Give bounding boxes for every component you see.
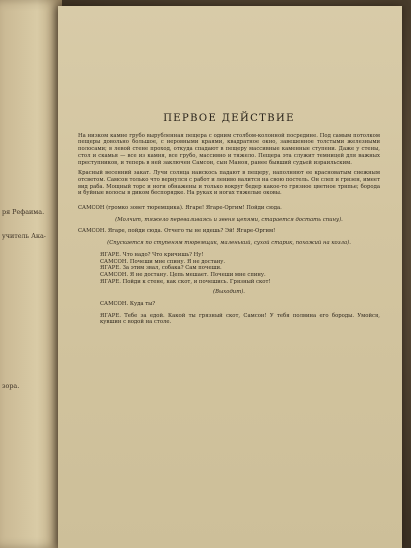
act-title: ПЕРВОЕ ДЕЙСТВИЕ [163, 113, 295, 124]
book-page [58, 6, 402, 548]
sunset-description: Красный весенний закат. Лучи солнца наискось падают в пещеру, наполняют ее красноватым снежным отсветом. Самсон только что вернулся с работ и лениво валится на свою постель. Он слеп и грязен, имеет вид раба. Мощный торс и ноги обнажены и только вокруг бедер какое-то грязное цветное тряпье; борода и буйные волосы в диком беспорядке. На руках и ногах тяжелые оковы. [78, 170, 380, 197]
dialogue-line: ЯГАРЕ. Тебе за едой. Какой ты грязный скот, Самсон! У тебя полвина его бороды. Умойся, кувшин с водой на столе. [100, 312, 380, 326]
left-page-text-fragment: учитель Ака- [2, 232, 46, 240]
page-text-block [78, 113, 380, 330]
dialogue-line: ЯГАРЕ. Пойди к стене, как скот, и почешись. Грязный скот! [100, 278, 271, 285]
left-page-text-fragment: ря Рефаима. [2, 208, 45, 216]
stage-direction: (Спускается по ступеням тюремщик, маленький, сухой старик, похожий на козла). [107, 240, 351, 247]
dialogue-line: САМСОН. Куда ты? [100, 301, 156, 308]
dialogue-line: ЯГАРЕ. За этим звал, собака? Сам почеши. [100, 265, 222, 272]
dialogue-line: САМСОН (громко зовет тюремщика). Ягаре! Ягаре-Оргим! Пойди сюда. [78, 205, 282, 212]
stage-direction: (Молчит, тяжело переваливаясь и звеня цепями, старается достать спину). [115, 216, 343, 223]
dialogue-exchange [78, 252, 380, 286]
stage-direction: (Выходит). [213, 289, 245, 296]
dialogue-line: САМСОН. Почеши мне спину. Я не достану. [100, 258, 226, 265]
left-page-text-fragment: зора. [2, 382, 20, 390]
dialogue-line: ЯГАРЕ. Что надо? Что кричишь? Ну! [100, 251, 204, 258]
dialogue-line: САМСОН. Я не достану. Цепь мешает. Почеши мне спину. [100, 271, 266, 278]
left-page-edge [0, 0, 62, 548]
dialogue-line: САМСОН. Ягаре, пойди сюда. Отчего ты не идешь? Эй! Ягаре-Оргим! [78, 228, 276, 235]
scene-description: На низком камне грубо вырубленная пещера с одним столбом-колонной посредине. Под самым потолком пещеры довольно большое, с неровными краями, квадратное окно, завешенное толстыми железными полосами; в левой стене проход, откуда спадают в пещеру массивные каменные ступени. Даже у стены, стол и скамья — все из камня, все грубо, массивно и тяжело. Пещера эта служит темницей для важных преступников, и теперь в ней заключен Самсон, сын Маноя, ранее бывший судьей израильским. [78, 132, 380, 166]
